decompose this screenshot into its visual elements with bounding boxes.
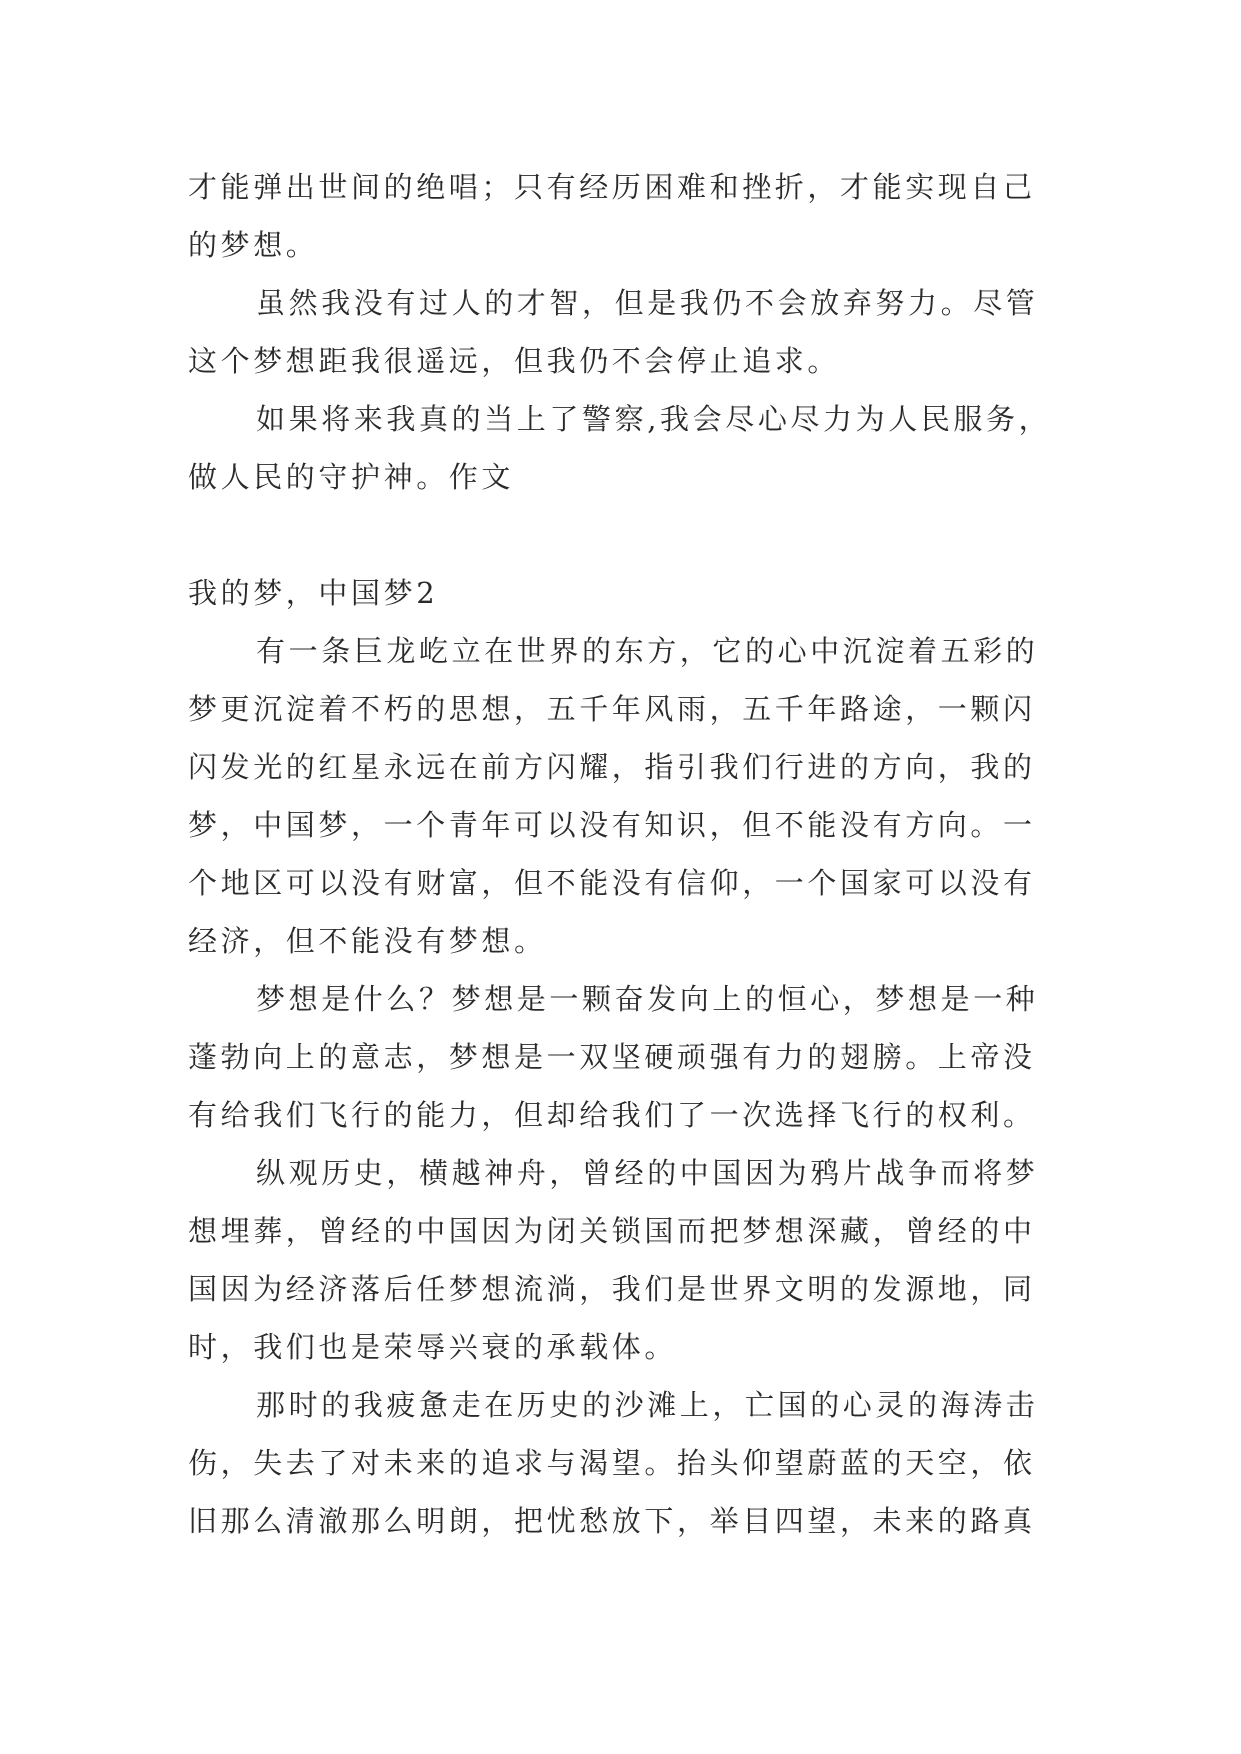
document-body [188, 158, 1068, 1550]
paragraph-6: 纵观历史，横越神舟，曾经的中国因为鸦片战争而将梦想埋葬，曾经的中国因为闭关锁国而把梦想深藏，曾经的中国因为经济落后任梦想流淌，我们是世界文明的发源地，同时，我们也是荣辱兴衰的承载体。 [188, 1156, 1039, 1364]
paragraph-1: 才能弹出世间的绝唱；只有经历困难和挫折，才能实现自己的梦想。 [188, 170, 1036, 262]
paragraph-7: 那时的我疲惫走在历史的沙滩上，亡国的心灵的海涛击伤，失去了对未来的追求与渴望。抬头仰望蔚蓝的天空，依旧那么清澈那么明朗，把忧愁放下，举目四望，未来的路真 [188, 1388, 1039, 1538]
paragraph-4: 有一条巨龙屹立在世界的东方，它的心中沉淀着五彩的梦更沉淀着不朽的思想，五千年风雨，五千年路途，一颗闪闪发光的红星永远在前方闪耀，指引我们行进的方向，我的梦，中国梦，一个青年可以没有知识，但不能没有方向。一个地区可以没有财富，但不能没有信仰，一个国家可以没有经济，但不能没有梦想。 [188, 634, 1039, 958]
section-title: 我的梦，中国梦2 [188, 576, 439, 610]
paragraph-2: 虽然我没有过人的才智，但是我仍不会放弃努力。尽管这个梦想距我很遥远，但我仍不会停止追求。 [188, 286, 1039, 378]
paragraph-3: 如果将来我真的当上了警察,我会尽心尽力为人民服务，做人民的守护神。作文 [188, 402, 1052, 494]
paragraph-5: 梦想是什么？梦想是一颗奋发向上的恒心，梦想是一种蓬勃向上的意志，梦想是一双坚硬顽强有力的翅膀。上帝没有给我们飞行的能力，但却给我们了一次选择飞行的权利。 [188, 982, 1039, 1132]
